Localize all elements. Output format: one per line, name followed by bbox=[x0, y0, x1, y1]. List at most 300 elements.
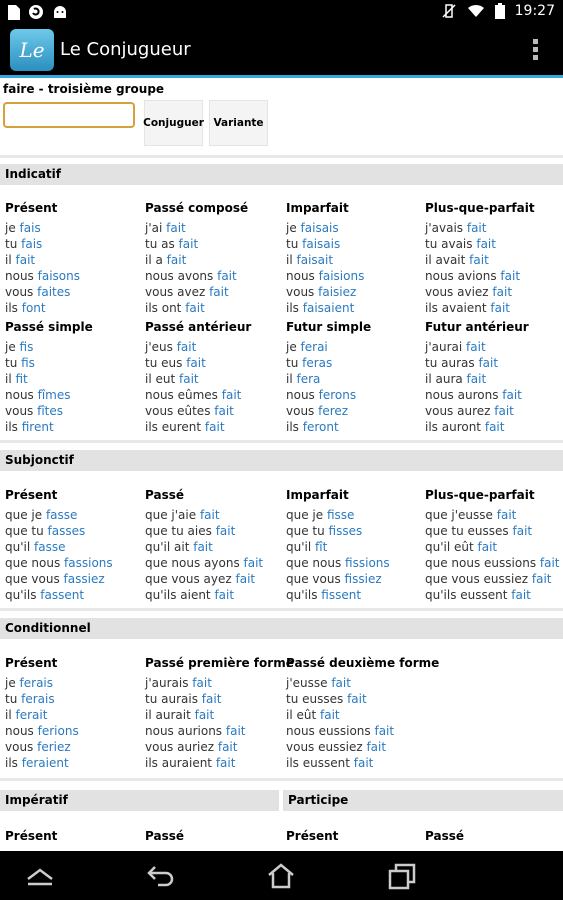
pronoun-auxiliary: nous avons bbox=[145, 269, 218, 283]
verb-input[interactable] bbox=[3, 102, 135, 128]
conjugated-form bbox=[286, 300, 426, 316]
pronoun-auxiliary: nous aurons bbox=[425, 388, 503, 402]
tense-block bbox=[145, 486, 285, 603]
verb-form bbox=[0, 78, 563, 153]
conjugated-form bbox=[286, 539, 426, 555]
verb-form: fait bbox=[214, 404, 234, 418]
pronoun-auxiliary: il aura bbox=[425, 372, 467, 386]
conjugated-form bbox=[145, 387, 285, 403]
verb-form: ferait bbox=[15, 708, 48, 722]
section-imperatif-header: Impératif bbox=[0, 790, 279, 811]
verb-form: fait bbox=[214, 588, 235, 602]
android-icon bbox=[52, 5, 68, 19]
pronoun-auxiliary: vous eûtes bbox=[145, 404, 215, 418]
divider bbox=[0, 778, 563, 781]
pronoun-auxiliary: tu as bbox=[145, 237, 179, 251]
conjugated-form bbox=[5, 419, 145, 435]
tense-name: Passé simple bbox=[5, 320, 93, 334]
conjugated-form bbox=[425, 300, 563, 316]
pronoun-auxiliary: qu'ils bbox=[5, 588, 41, 602]
conjugated-form bbox=[145, 555, 285, 571]
conjugated-form bbox=[286, 284, 426, 300]
conjugated-form bbox=[145, 371, 285, 387]
verb-form: fait bbox=[492, 285, 513, 299]
tense-block bbox=[5, 318, 145, 435]
tense-name: Imparfait bbox=[286, 201, 349, 215]
verb-form: fait bbox=[512, 524, 533, 538]
pronoun-auxiliary: que j'aie bbox=[145, 508, 200, 522]
verb-form: fait bbox=[201, 692, 222, 706]
conjugated-form bbox=[286, 723, 426, 739]
pronoun-auxiliary: tu bbox=[5, 356, 22, 370]
pronoun-auxiliary: ils eurent bbox=[145, 420, 205, 434]
verb-form: fait bbox=[225, 724, 246, 738]
conjugated-form bbox=[145, 419, 285, 435]
conjugated-form bbox=[286, 236, 426, 252]
tense-block bbox=[425, 486, 563, 603]
notification-icons bbox=[8, 4, 68, 20]
verb-form: fîmes bbox=[37, 388, 71, 402]
pronoun-auxiliary: que vous bbox=[5, 572, 64, 586]
pronoun-auxiliary: vous bbox=[5, 404, 38, 418]
tense-name: Présent bbox=[5, 201, 58, 215]
conjugated-form bbox=[286, 523, 426, 539]
conjugated-form bbox=[5, 507, 145, 523]
conjugated-form bbox=[425, 252, 563, 268]
recent-apps-icon[interactable] bbox=[384, 861, 420, 891]
tense-name: Passé bbox=[145, 488, 184, 502]
back-icon[interactable] bbox=[143, 861, 179, 891]
verb-form: ferai bbox=[300, 340, 328, 354]
pronoun-auxiliary: tu bbox=[5, 692, 22, 706]
conjugated-form bbox=[5, 371, 145, 387]
navigation-bar bbox=[0, 851, 563, 900]
tense-block bbox=[286, 486, 426, 603]
verb-form: fait bbox=[353, 756, 374, 770]
pronoun-auxiliary: que nous ayons bbox=[145, 556, 244, 570]
conjugated-form bbox=[425, 587, 563, 603]
conjugated-form bbox=[145, 675, 285, 691]
conjugated-form bbox=[286, 387, 426, 403]
verb-form: fait bbox=[490, 301, 511, 315]
pronoun-auxiliary: qu'ils eussent bbox=[425, 588, 512, 602]
verb-form: ferez bbox=[318, 404, 349, 418]
conjugated-form bbox=[145, 755, 285, 771]
verb-form: fait bbox=[199, 508, 220, 522]
verb-form: fait bbox=[476, 237, 496, 251]
tense-name: Futur simple bbox=[286, 320, 372, 334]
tense-block bbox=[5, 486, 145, 603]
pronoun-auxiliary: tu bbox=[286, 356, 303, 370]
conjugated-form bbox=[145, 523, 285, 539]
pronoun-auxiliary: vous bbox=[286, 285, 319, 299]
tense-block bbox=[286, 654, 440, 771]
verb-form: fait bbox=[331, 676, 351, 690]
overflow-menu-icon[interactable] bbox=[533, 39, 539, 63]
conjugated-form bbox=[145, 707, 285, 723]
divider bbox=[0, 608, 563, 611]
verb-form: faisait bbox=[296, 253, 334, 267]
pronoun-auxiliary: tu auras bbox=[425, 356, 479, 370]
tense-block bbox=[145, 654, 294, 771]
verb-form: fait bbox=[477, 540, 498, 554]
conjugated-form bbox=[425, 419, 563, 435]
pronoun-auxiliary: nous bbox=[286, 388, 319, 402]
pronoun-auxiliary: vous bbox=[5, 285, 38, 299]
conjugated-form bbox=[145, 587, 285, 603]
pronoun-auxiliary: il bbox=[286, 372, 297, 386]
verb-form: fait bbox=[209, 285, 229, 299]
verb-form: fait bbox=[166, 221, 186, 235]
verb-form: fait bbox=[176, 340, 197, 354]
pronoun-auxiliary: ils eussent bbox=[286, 756, 354, 770]
pronoun-auxiliary: ils avaient bbox=[425, 301, 491, 315]
conjugated-form bbox=[5, 571, 145, 587]
verb-form: fait bbox=[539, 556, 560, 570]
pronoun-auxiliary: tu aurais bbox=[145, 692, 202, 706]
verb-form: fait bbox=[215, 756, 236, 770]
pronoun-auxiliary: ils ont bbox=[145, 301, 186, 315]
pronoun-auxiliary: je bbox=[5, 340, 20, 354]
pronoun-auxiliary: que vous bbox=[286, 572, 345, 586]
tense-block bbox=[425, 318, 563, 435]
pronoun-auxiliary: il eut bbox=[145, 372, 179, 386]
conjugated-form bbox=[145, 236, 285, 252]
pronoun-auxiliary: j'eusse bbox=[286, 676, 332, 690]
conjugated-form bbox=[425, 355, 563, 371]
pronoun-auxiliary: vous bbox=[5, 740, 38, 754]
verb-form: feront bbox=[302, 420, 339, 434]
pronoun-auxiliary: je bbox=[5, 676, 20, 690]
tense-name: Passé première forme bbox=[145, 656, 294, 670]
tense-name: Plus-que-parfait bbox=[425, 488, 535, 502]
conjugated-form bbox=[5, 691, 145, 707]
conjugated-form bbox=[145, 268, 285, 284]
tense-name: Présent bbox=[5, 656, 58, 670]
verb-form: fais bbox=[21, 237, 43, 251]
divider bbox=[0, 440, 563, 443]
home-icon[interactable] bbox=[263, 861, 299, 891]
pronoun-auxiliary: qu'ils bbox=[286, 588, 322, 602]
verb-form: fissent bbox=[321, 588, 362, 602]
pronoun-auxiliary: nous avions bbox=[425, 269, 501, 283]
verb-form: ferons bbox=[318, 388, 357, 402]
pronoun-auxiliary: je bbox=[286, 340, 301, 354]
pronoun-auxiliary: ils bbox=[286, 301, 303, 315]
tense-block bbox=[5, 199, 145, 316]
verb-form: faites bbox=[37, 285, 71, 299]
conjugated-form bbox=[286, 220, 426, 236]
verb-form: fait bbox=[185, 301, 205, 315]
conjugated-form bbox=[5, 339, 145, 355]
conjugated-form bbox=[145, 403, 285, 419]
conjugated-form bbox=[5, 300, 145, 316]
conjugated-form bbox=[286, 252, 426, 268]
conjugated-form bbox=[286, 755, 426, 771]
pronoun-auxiliary: il bbox=[5, 253, 16, 267]
pronoun-auxiliary: que nous bbox=[286, 556, 346, 570]
verb-form: faisons bbox=[37, 269, 80, 283]
tense-block bbox=[286, 199, 426, 316]
verb-form: fait bbox=[15, 253, 36, 267]
conjugated-form bbox=[286, 739, 426, 755]
conjugated-form bbox=[145, 284, 285, 300]
pronoun-auxiliary: il bbox=[5, 708, 16, 722]
tense-block bbox=[145, 318, 285, 435]
pronoun-auxiliary: tu bbox=[286, 237, 303, 251]
conjugated-form bbox=[286, 268, 426, 284]
conjugated-form bbox=[286, 555, 426, 571]
verb-form: fîtes bbox=[37, 404, 64, 418]
pronoun-auxiliary: il a bbox=[145, 253, 167, 267]
status-bar bbox=[0, 0, 563, 25]
conjugated-form bbox=[5, 403, 145, 419]
pronoun-auxiliary: ils auraient bbox=[145, 756, 216, 770]
hide-keyboard-icon[interactable] bbox=[22, 861, 58, 891]
verb-form: fait bbox=[469, 253, 489, 267]
pronoun-auxiliary: je bbox=[286, 221, 301, 235]
conjugated-form bbox=[145, 300, 285, 316]
verb-form: fait bbox=[221, 388, 242, 402]
conjugated-form bbox=[145, 355, 285, 371]
pronoun-auxiliary: je bbox=[5, 221, 20, 235]
pronoun-auxiliary: ils bbox=[5, 301, 22, 315]
verb-form: fait bbox=[511, 588, 531, 602]
pronoun-auxiliary: qu'il bbox=[5, 540, 35, 554]
divider bbox=[0, 155, 563, 158]
conjugated-form bbox=[5, 387, 145, 403]
conjugated-form bbox=[145, 691, 285, 707]
pronoun-auxiliary: que tu bbox=[5, 524, 48, 538]
verb-form: fait bbox=[500, 269, 521, 283]
conjugated-form bbox=[425, 284, 563, 300]
app-logo-letters: Le bbox=[19, 38, 45, 62]
conjugated-form bbox=[5, 555, 145, 571]
pronoun-auxiliary: tu avais bbox=[425, 237, 477, 251]
tense-block bbox=[145, 199, 285, 316]
pronoun-auxiliary: que tu aies bbox=[145, 524, 216, 538]
conjugated-form bbox=[425, 539, 563, 555]
verb-form: feriez bbox=[37, 740, 71, 754]
verb-form: fait bbox=[531, 572, 552, 586]
conjugated-form bbox=[425, 523, 563, 539]
pronoun-auxiliary: j'avais bbox=[425, 221, 467, 235]
verb-form: fait bbox=[178, 237, 199, 251]
verb-form: fait bbox=[374, 724, 395, 738]
conjugated-form bbox=[5, 252, 145, 268]
tense-name: Passé deuxième forme bbox=[286, 656, 440, 670]
verb-form: feras bbox=[302, 356, 333, 370]
conjugated-form bbox=[5, 675, 145, 691]
conjugated-form bbox=[145, 739, 285, 755]
verb-form: fait bbox=[194, 708, 215, 722]
tense-name: Passé bbox=[425, 829, 464, 843]
conjuguer-button[interactable]: Conjuguer bbox=[144, 100, 203, 146]
pronoun-auxiliary: que nous eussions bbox=[425, 556, 540, 570]
pronoun-auxiliary: que nous bbox=[5, 556, 65, 570]
pronoun-auxiliary: vous avez bbox=[145, 285, 210, 299]
conjugated-form bbox=[286, 507, 426, 523]
pronoun-auxiliary: qu'il bbox=[286, 540, 316, 554]
verb-form: fais bbox=[19, 221, 41, 235]
document-icon bbox=[8, 5, 20, 20]
pronoun-auxiliary: que tu bbox=[286, 524, 329, 538]
conjugated-form bbox=[286, 675, 426, 691]
conjugated-form bbox=[286, 571, 426, 587]
verb-form: fisse bbox=[326, 508, 355, 522]
conjugated-form bbox=[425, 571, 563, 587]
pronoun-auxiliary: vous eussiez bbox=[286, 740, 367, 754]
verb-form: fait bbox=[466, 340, 486, 354]
verb-form: fasses bbox=[47, 524, 86, 538]
tense-block bbox=[5, 654, 145, 771]
pronoun-auxiliary: il bbox=[5, 372, 16, 386]
verb-form: fait bbox=[466, 372, 487, 386]
verb-form: fera bbox=[296, 372, 321, 386]
verb-form: fait bbox=[235, 572, 256, 586]
conjugated-form bbox=[286, 707, 426, 723]
pronoun-auxiliary: tu eus bbox=[145, 356, 187, 370]
action-bar bbox=[0, 25, 563, 75]
conjugated-form bbox=[286, 355, 426, 371]
pronoun-auxiliary: j'aurai bbox=[425, 340, 467, 354]
pronoun-auxiliary: j'eus bbox=[145, 340, 177, 354]
verb-form: fait bbox=[494, 404, 514, 418]
wifi-icon bbox=[467, 4, 485, 18]
tense-name: Passé bbox=[145, 829, 184, 843]
verb-form: fait bbox=[192, 676, 212, 690]
pronoun-auxiliary: nous eussions bbox=[286, 724, 375, 738]
pronoun-auxiliary: ils bbox=[5, 756, 22, 770]
verb-form: firent bbox=[21, 420, 54, 434]
verb-form: fait bbox=[347, 692, 367, 706]
section-subjonctif-header: Subjonctif bbox=[0, 450, 563, 471]
tense-name: Présent bbox=[286, 829, 339, 843]
conjugated-form bbox=[5, 236, 145, 252]
pronoun-auxiliary: que tu eusses bbox=[425, 524, 513, 538]
verb-form: fait bbox=[186, 356, 206, 370]
verb-form: faisais bbox=[300, 221, 339, 235]
conjugated-form bbox=[286, 403, 426, 419]
verb-form: ferais bbox=[19, 676, 54, 690]
conjugated-form bbox=[5, 523, 145, 539]
verb-form: fassent bbox=[40, 588, 85, 602]
conjugated-form bbox=[145, 507, 285, 523]
verb-form: fis bbox=[19, 340, 34, 354]
pronoun-auxiliary: nous aurions bbox=[145, 724, 226, 738]
conjugated-form bbox=[286, 691, 426, 707]
conjugated-form bbox=[5, 284, 145, 300]
pronoun-auxiliary: qu'il ait bbox=[145, 540, 194, 554]
conjugated-form bbox=[425, 268, 563, 284]
pronoun-auxiliary: il avait bbox=[425, 253, 470, 267]
conjugated-form bbox=[425, 507, 563, 523]
pronoun-auxiliary: j'ai bbox=[145, 221, 167, 235]
verb-form: fait bbox=[166, 253, 187, 267]
section-indicatif-header: Indicatif bbox=[0, 164, 563, 185]
pronoun-auxiliary: il bbox=[286, 253, 297, 267]
verb-form: fait bbox=[204, 420, 225, 434]
verb-form: fasse bbox=[34, 540, 66, 554]
verb-form: fait bbox=[179, 372, 199, 386]
tense-name: Futur antérieur bbox=[425, 320, 529, 334]
verb-form: fasse bbox=[45, 508, 78, 522]
verb-form: faisais bbox=[302, 237, 341, 251]
app-logo-icon[interactable] bbox=[10, 29, 54, 71]
pronoun-auxiliary: qu'ils aient bbox=[145, 588, 215, 602]
verb-form: fissiez bbox=[344, 572, 382, 586]
pronoun-auxiliary: tu bbox=[5, 237, 22, 251]
pronoun-auxiliary: nous bbox=[286, 269, 319, 283]
conjugated-form bbox=[425, 371, 563, 387]
pronoun-auxiliary: ils bbox=[5, 420, 22, 434]
conjugated-form bbox=[5, 755, 145, 771]
pronoun-auxiliary: il eût bbox=[286, 708, 320, 722]
verb-form: font bbox=[21, 301, 46, 315]
pronoun-auxiliary: que vous ayez bbox=[145, 572, 236, 586]
pronoun-auxiliary: nous bbox=[5, 269, 38, 283]
verb-form: fassiez bbox=[63, 572, 105, 586]
tense-name: Présent bbox=[5, 829, 58, 843]
tense-block bbox=[5, 827, 145, 848]
verb-form: fît bbox=[315, 540, 328, 554]
pronoun-auxiliary: vous auriez bbox=[145, 740, 218, 754]
verb-form: fait bbox=[366, 740, 387, 754]
verb-form: fisses bbox=[328, 524, 363, 538]
verb-form: fait bbox=[217, 269, 237, 283]
verb-form: fait bbox=[320, 708, 340, 722]
variante-button[interactable]: Variante bbox=[209, 100, 268, 146]
pronoun-auxiliary: que je bbox=[5, 508, 46, 522]
conjugated-form bbox=[5, 539, 145, 555]
conjugated-form bbox=[425, 387, 563, 403]
verb-form: fait bbox=[502, 388, 522, 402]
conjugated-form bbox=[5, 707, 145, 723]
verb-form: ferions bbox=[37, 724, 79, 738]
conjugated-form bbox=[5, 739, 145, 755]
sync-icon bbox=[28, 4, 44, 20]
clock: 19:27 bbox=[514, 3, 555, 19]
verb-form: fait bbox=[215, 524, 236, 538]
conjugated-form bbox=[5, 220, 145, 236]
conjugated-form bbox=[286, 419, 426, 435]
verb-form: fait bbox=[496, 508, 517, 522]
conjugated-form bbox=[145, 723, 285, 739]
conjugated-form bbox=[5, 355, 145, 371]
battery-icon bbox=[495, 3, 505, 19]
verb-form: ferais bbox=[21, 692, 55, 706]
tense-block bbox=[145, 827, 285, 848]
app-title: Le Conjugueur bbox=[60, 39, 191, 60]
tense-block bbox=[425, 827, 563, 848]
tense-name: Présent bbox=[5, 488, 58, 502]
verb-form: fait bbox=[217, 740, 238, 754]
pronoun-auxiliary: il aurait bbox=[145, 708, 195, 722]
conjugated-form bbox=[286, 339, 426, 355]
section-participe-header: Participe bbox=[283, 790, 563, 811]
conjugated-form bbox=[5, 268, 145, 284]
pronoun-auxiliary: tu eusses bbox=[286, 692, 348, 706]
verb-form: fissions bbox=[345, 556, 390, 570]
pronoun-auxiliary: ils auront bbox=[425, 420, 485, 434]
section-conditionnel-header: Conditionnel bbox=[0, 618, 563, 639]
pronoun-auxiliary: vous aviez bbox=[425, 285, 493, 299]
conjugated-form bbox=[286, 587, 426, 603]
verb-form: faisions bbox=[318, 269, 365, 283]
pronoun-auxiliary: nous eûmes bbox=[145, 388, 222, 402]
pronoun-auxiliary: que je bbox=[286, 508, 327, 522]
conjugated-form bbox=[145, 571, 285, 587]
